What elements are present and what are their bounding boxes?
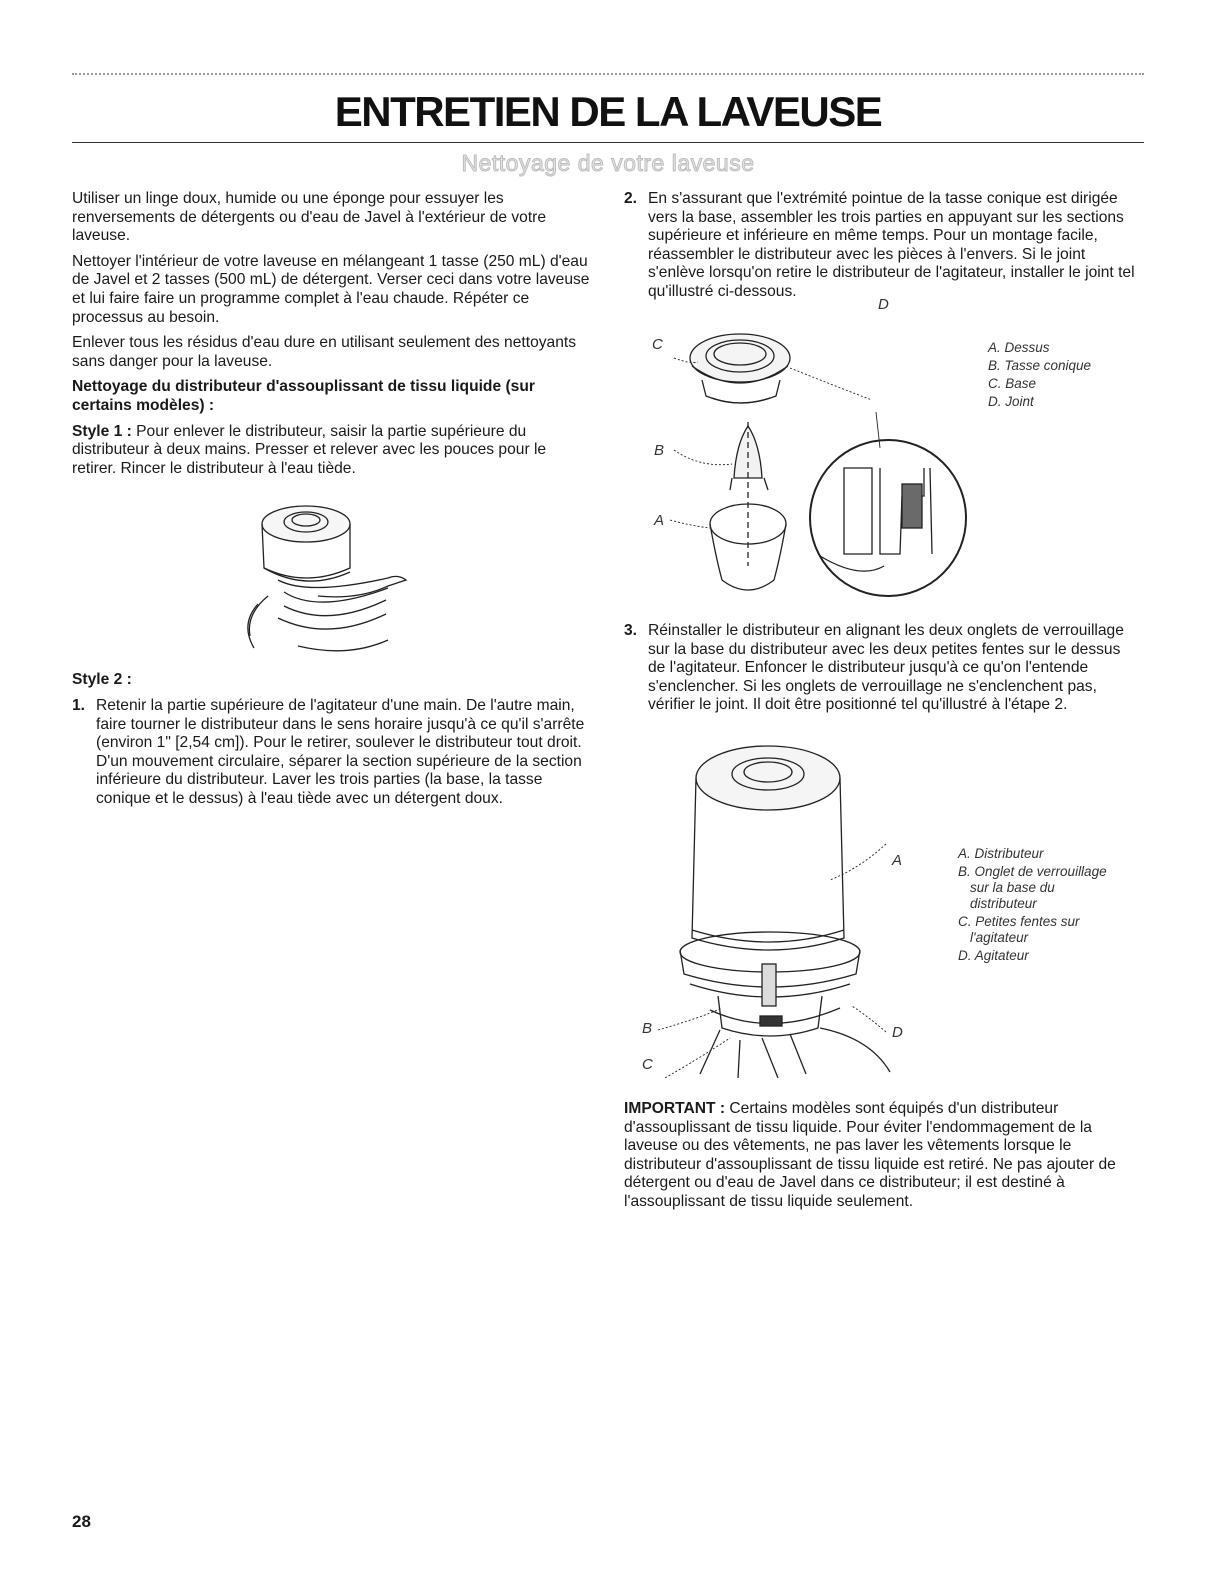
fig1-legend-d: D. Joint: [988, 394, 1034, 409]
important-label: IMPORTANT :: [624, 1100, 726, 1117]
fig2-legend: [958, 846, 1107, 966]
page-title: ENTRETIEN DE LA LAVEUSE: [334, 88, 882, 135]
step-2: [624, 190, 1142, 302]
top-dotted-rule: [72, 73, 1144, 75]
fig2-legend-b-line2: sur la base du: [970, 880, 1055, 895]
fig2-legend-c-line2: l'agitateur: [970, 930, 1029, 945]
style1-label: Style 1 :: [72, 422, 132, 440]
right-column: [624, 190, 1142, 302]
step-2-text: En s'assurant que l'extrémité pointue de la tasse conique est dirigée vers la base, assembler les trois parties en appuyant sur les sections supérieure et inférieure en même temps. Pour un montage facile, réassembler le distributeur avec les pièces à l'envers. Si le joint s'enlève lorsqu'on retire le distributeur de l'agitateur, installer le joint tel qu'illustré ci-dessous.: [648, 190, 1135, 300]
fig2-legend-a: A. Distributeur: [958, 846, 1044, 861]
step-2-number: 2.: [624, 190, 638, 207]
important-text: Certains modèles sont équipés d'un distributeur d'assouplissant de tissu liquide. Pour éviter l'endommagement de la laveuse ou des vêtements, ne pas laver les vêtements lorsque le distributeur d'assouplissant de tissu liquide est retiré. Ne pas ajouter de détergent ou d'eau de Javel dans ce distributeur; il est destiné à l'assouplissant de tissu liquide seulement.: [624, 1100, 1116, 1210]
dispenser-style1-figure: [238, 496, 418, 656]
step-3-number: 3.: [624, 622, 638, 639]
section-subtitle: Nettoyage de votre laveuse: [461, 150, 755, 176]
style1-text: Pour enlever le distributeur, saisir la partie supérieure du distributeur à deux mains. Presser et relever avec les pouces pour le retirer. Rincer le distributeur à l'eau tiède.: [72, 422, 547, 477]
step-3-block: [624, 622, 1142, 715]
fig2-label-c: C: [642, 1056, 653, 1073]
step-3: [624, 622, 1142, 715]
step-1-text: Retenir la partie supérieure de l'agitateur d'une main. De l'autre main, faire tourner le distributeur dans le sens horaire jusqu'à ce qu'il s'arrête (environ 1" [2,54 cm]). Pour le retirer, soulever le distributeur tout droit. D'un mouvement circulaire, séparer la section supérieure de la section inférieure du distributeur. Laver les trois parties (la base, la tasse conique et le dessus) à l'eau tiède avec un détergent doux.: [96, 696, 585, 807]
fig2-label-b: B: [642, 1020, 653, 1037]
fig1-legend: [988, 340, 1091, 412]
fig2-legend-c: C. Petites fentes sur: [958, 914, 1080, 929]
paragraph-exterior: Utiliser un linge doux, humide ou une éponge pour essuyer les renversements de détergents ou d'eau de Javel à l'extérieur de votre laveuse.: [72, 190, 547, 245]
dispenser-heading: Nettoyage du distributeur d'assouplissant de tissu liquide (sur certains modèles) :: [72, 378, 535, 414]
fig1-label-c: C: [652, 336, 663, 353]
fig1-legend-a: A. Dessus: [988, 340, 1050, 355]
step-1: [72, 696, 590, 809]
important-paragraph: [624, 1100, 1142, 1212]
fig1-legend-b: B. Tasse conique: [988, 358, 1092, 373]
style1-paragraph: [72, 423, 590, 479]
paragraph-interior: Nettoyer l'intérieur de votre laveuse en mélangeant 1 tasse (250 mL) d'eau de Javel et 2 tasses (500 mL) de détergent. Verser ceci dans votre laveuse et lui faire faire un programme complet à l'eau chaude. Répéter ce processus au besoin.: [72, 252, 590, 326]
fig2-label-a: A: [892, 852, 903, 869]
fig2-legend-b: B. Onglet de verrouillage: [958, 864, 1107, 879]
fig1-label-a: A: [654, 512, 665, 529]
fig1-legend-c: C. Base: [988, 376, 1037, 391]
important-block: [624, 1100, 1142, 1219]
fig2-legend-b-line3: distributeur: [970, 896, 1037, 911]
fig1-label-d: D: [878, 296, 889, 313]
dispenser-exploded-figure: [640, 318, 980, 608]
fig2-legend-d: D. Agitateur: [958, 948, 1029, 963]
paragraph-hard-water: Enlever tous les résidus d'eau dure en utilisant seulement des nettoyants sans danger pour la laveuse.: [72, 334, 577, 370]
style2-label: Style 2 :: [72, 671, 132, 689]
title-rule: [72, 142, 1144, 143]
page-number: 28: [72, 1512, 91, 1531]
step-1-number: 1.: [72, 696, 86, 714]
step-3-text: Réinstaller le distributeur en alignant les deux onglets de verrouillage sur la base du distributeur avec les deux petites fentes sur le dessus de l'agitateur. Enfoncer le distributeur jusqu'à ce qu'on l'entende s'enclencher. Si les onglets de verrouillage ne s'enclenchent pas, vérifier le joint. Il doit être positionné tel qu'illustré à l'étape 2.: [648, 622, 1124, 714]
fig1-label-b: B: [654, 442, 665, 459]
dispenser-on-agitator-figure: [630, 738, 930, 1078]
fig2-label-d: D: [892, 1024, 903, 1041]
